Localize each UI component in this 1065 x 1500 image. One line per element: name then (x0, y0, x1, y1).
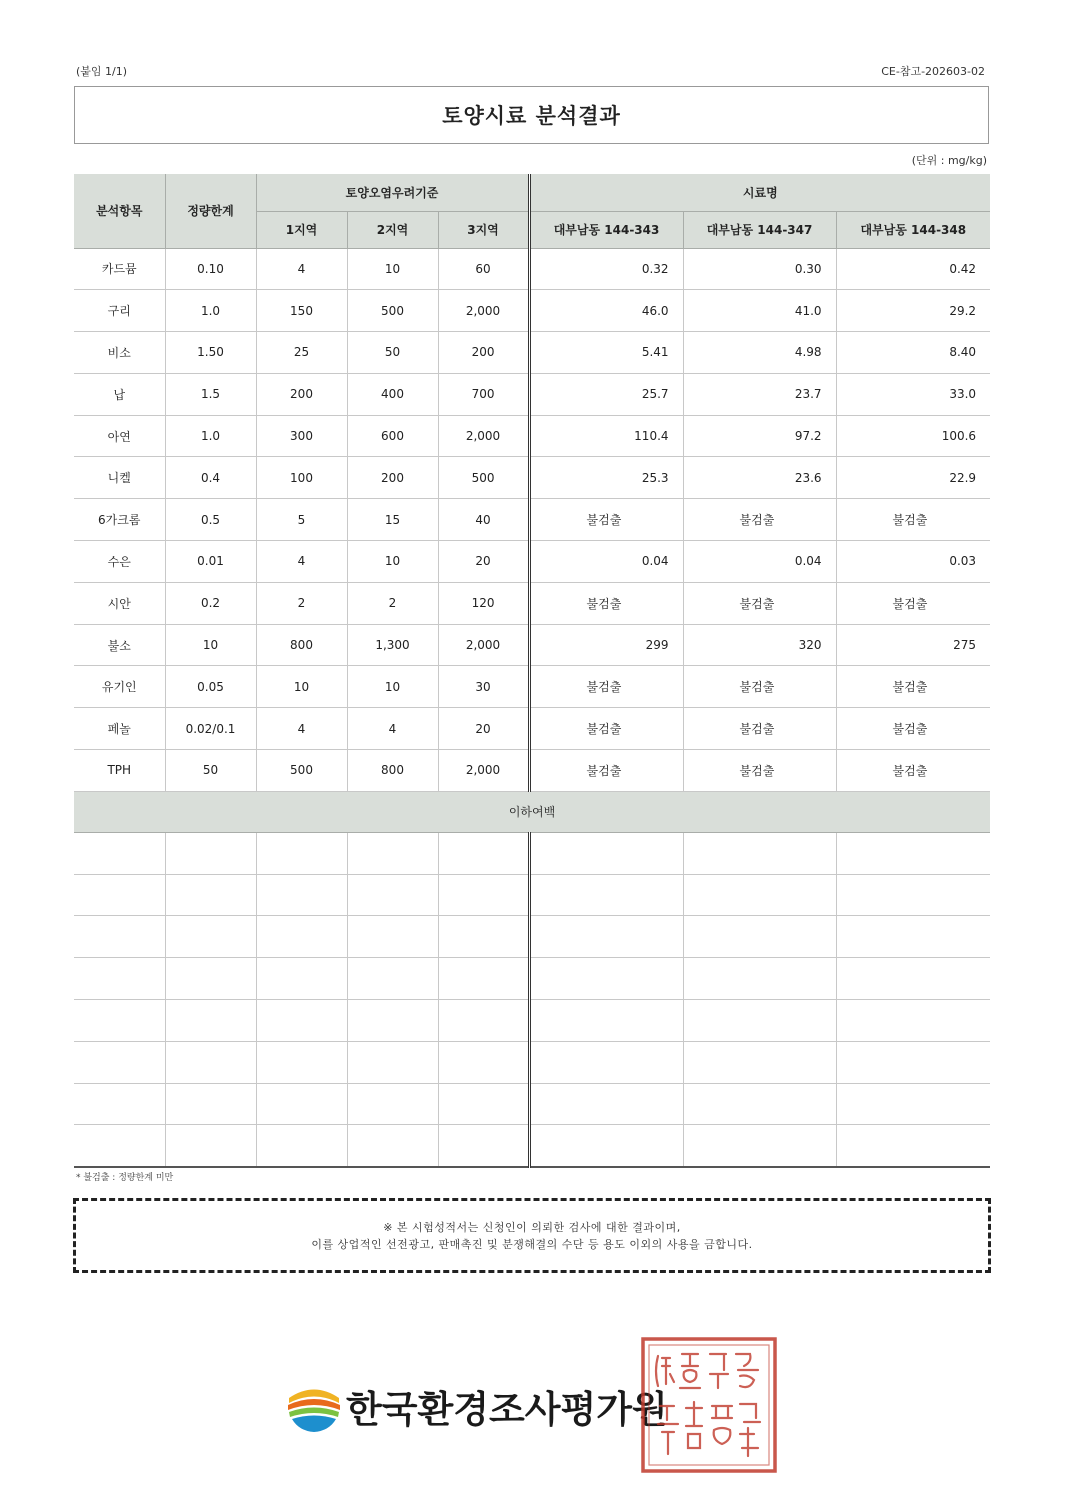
empty-cell (74, 1041, 165, 1083)
header-quant-limit: 정량한계 (165, 174, 256, 248)
header-zone-3: 3지역 (438, 211, 529, 248)
logo-mark-icon (284, 1376, 344, 1436)
cell-analysis-item: 카드뮴 (74, 248, 165, 290)
cell-quant-limit: 1.5 (165, 373, 256, 415)
cell-zone-3: 2,000 (438, 290, 529, 332)
empty-cell (74, 1000, 165, 1042)
results-table (74, 174, 990, 1168)
header-sample-2: 대부남동 144-347 (683, 211, 836, 248)
unit-label: (단위 : mg/kg) (911, 154, 987, 167)
cell-zone-2: 200 (347, 457, 438, 499)
cell-zone-2: 400 (347, 373, 438, 415)
cell-sample-1: 0.32 (529, 248, 683, 290)
cell-zone-1: 4 (256, 248, 347, 290)
cell-quant-limit: 0.10 (165, 248, 256, 290)
empty-cell (165, 916, 256, 958)
empty-cell (529, 1000, 683, 1042)
cell-sample-2: 41.0 (683, 290, 836, 332)
cell-analysis-item: 아연 (74, 415, 165, 457)
document-title: 토양시료 분석결과 (74, 86, 989, 144)
cell-quant-limit: 50 (165, 750, 256, 792)
blank-label: 이하여백 (74, 791, 990, 832)
cell-sample-1: 299 (529, 624, 683, 666)
cell-sample-3: 불검출 (836, 750, 990, 792)
cell-quant-limit: 0.4 (165, 457, 256, 499)
header-zone-1: 1지역 (256, 211, 347, 248)
empty-cell (74, 916, 165, 958)
footnote: * 불검출 : 정량한계 미만 (76, 1173, 174, 1183)
cell-zone-2: 10 (347, 541, 438, 583)
cell-sample-1: 25.7 (529, 373, 683, 415)
empty-row (74, 1083, 990, 1125)
empty-cell (836, 1083, 990, 1125)
cell-sample-2: 97.2 (683, 415, 836, 457)
empty-cell (165, 958, 256, 1000)
cell-zone-1: 800 (256, 624, 347, 666)
cell-analysis-item: 6가크롬 (74, 499, 165, 541)
header-analysis-item: 분석항목 (74, 174, 165, 248)
cell-quant-limit: 1.0 (165, 415, 256, 457)
cell-zone-3: 120 (438, 582, 529, 624)
cell-zone-2: 800 (347, 750, 438, 792)
cell-analysis-item: 불소 (74, 624, 165, 666)
cell-quant-limit: 0.2 (165, 582, 256, 624)
empty-cell (836, 1000, 990, 1042)
cell-sample-2: 불검출 (683, 750, 836, 792)
cell-sample-1: 불검출 (529, 582, 683, 624)
empty-cell (836, 1041, 990, 1083)
cell-zone-1: 100 (256, 457, 347, 499)
cell-zone-2: 10 (347, 248, 438, 290)
empty-cell (438, 916, 529, 958)
table-row (74, 373, 990, 415)
cell-zone-1: 150 (256, 290, 347, 332)
cell-zone-3: 2,000 (438, 750, 529, 792)
cell-zone-1: 25 (256, 332, 347, 374)
empty-row (74, 916, 990, 958)
empty-cell (165, 832, 256, 874)
notice-line-2: 이를 상업적인 선전광고, 판매촉진 및 분쟁해결의 수단 등 용도 이외의 사용을 금합니다. (311, 1237, 753, 1251)
cell-sample-1: 25.3 (529, 457, 683, 499)
cell-sample-2: 불검출 (683, 708, 836, 750)
empty-cell (256, 1083, 347, 1125)
empty-cell (74, 874, 165, 916)
empty-cell (347, 832, 438, 874)
cell-zone-2: 600 (347, 415, 438, 457)
cell-sample-1: 0.04 (529, 541, 683, 583)
empty-cell (836, 874, 990, 916)
cell-quant-limit: 0.01 (165, 541, 256, 583)
empty-cell (438, 1125, 529, 1167)
empty-cell (438, 874, 529, 916)
cell-sample-1: 46.0 (529, 290, 683, 332)
empty-cell (438, 832, 529, 874)
cell-sample-1: 불검출 (529, 708, 683, 750)
cell-zone-2: 4 (347, 708, 438, 750)
cell-sample-3: 275 (836, 624, 990, 666)
cell-zone-2: 2 (347, 582, 438, 624)
cell-zone-3: 20 (438, 541, 529, 583)
cell-sample-3: 100.6 (836, 415, 990, 457)
cell-zone-3: 700 (438, 373, 529, 415)
empty-cell (836, 958, 990, 1000)
cell-sample-2: 23.6 (683, 457, 836, 499)
empty-cell (74, 832, 165, 874)
cell-quant-limit: 1.0 (165, 290, 256, 332)
blank-row (74, 791, 990, 832)
cell-sample-3: 0.03 (836, 541, 990, 583)
empty-cell (256, 874, 347, 916)
organization-logo (284, 1376, 668, 1436)
empty-cell (836, 916, 990, 958)
cell-sample-3: 불검출 (836, 499, 990, 541)
empty-cell (347, 874, 438, 916)
empty-cell (256, 1125, 347, 1167)
empty-row (74, 832, 990, 874)
cell-zone-1: 2 (256, 582, 347, 624)
cell-zone-3: 2,000 (438, 624, 529, 666)
cell-quant-limit: 0.5 (165, 499, 256, 541)
empty-cell (256, 958, 347, 1000)
cell-zone-1: 200 (256, 373, 347, 415)
header-zone-2: 2지역 (347, 211, 438, 248)
table-row (74, 415, 990, 457)
header-sample-3: 대부남동 144-348 (836, 211, 990, 248)
results-table-body (74, 248, 990, 1167)
empty-cell (347, 958, 438, 1000)
organization-name: 한국환경조사평가원 (346, 1388, 668, 1431)
cell-sample-1: 불검출 (529, 666, 683, 708)
cell-sample-1: 불검출 (529, 750, 683, 792)
cell-sample-1: 5.41 (529, 332, 683, 374)
cell-zone-3: 30 (438, 666, 529, 708)
cell-analysis-item: TPH (74, 750, 165, 792)
cell-zone-1: 4 (256, 708, 347, 750)
empty-row (74, 1000, 990, 1042)
empty-cell (347, 1125, 438, 1167)
empty-cell (74, 1083, 165, 1125)
cell-zone-1: 500 (256, 750, 347, 792)
cell-quant-limit: 1.50 (165, 332, 256, 374)
empty-cell (347, 1000, 438, 1042)
cell-analysis-item: 수은 (74, 541, 165, 583)
empty-cell (438, 1041, 529, 1083)
empty-cell (347, 916, 438, 958)
empty-cell (438, 1000, 529, 1042)
cell-zone-3: 2,000 (438, 415, 529, 457)
cell-analysis-item: 유기인 (74, 666, 165, 708)
empty-cell (683, 832, 836, 874)
cell-zone-3: 200 (438, 332, 529, 374)
empty-cell (165, 1125, 256, 1167)
cell-analysis-item: 니켈 (74, 457, 165, 499)
empty-cell (256, 1000, 347, 1042)
cell-sample-3: 29.2 (836, 290, 990, 332)
empty-cell (529, 916, 683, 958)
empty-cell (683, 1083, 836, 1125)
cell-zone-3: 500 (438, 457, 529, 499)
table-row (74, 290, 990, 332)
cell-sample-3: 33.0 (836, 373, 990, 415)
cell-sample-2: 불검출 (683, 499, 836, 541)
table-row (74, 541, 990, 583)
cell-quant-limit: 0.02/0.1 (165, 708, 256, 750)
cell-sample-2: 0.04 (683, 541, 836, 583)
cell-zone-1: 5 (256, 499, 347, 541)
empty-cell (165, 874, 256, 916)
cell-analysis-item: 시안 (74, 582, 165, 624)
empty-cell (683, 1041, 836, 1083)
cell-sample-2: 불검출 (683, 582, 836, 624)
empty-cell (438, 1083, 529, 1125)
table-row (74, 499, 990, 541)
cell-zone-2: 10 (347, 666, 438, 708)
table-row (74, 708, 990, 750)
empty-cell (529, 874, 683, 916)
empty-cell (347, 1083, 438, 1125)
empty-cell (683, 916, 836, 958)
empty-cell (683, 1000, 836, 1042)
table-row (74, 332, 990, 374)
empty-cell (165, 1083, 256, 1125)
cell-zone-3: 20 (438, 708, 529, 750)
cell-analysis-item: 비소 (74, 332, 165, 374)
empty-cell (529, 1041, 683, 1083)
empty-row (74, 1041, 990, 1083)
notice-box (73, 1198, 991, 1273)
table-row (74, 624, 990, 666)
cell-analysis-item: 구리 (74, 290, 165, 332)
empty-cell (683, 958, 836, 1000)
cell-analysis-item: 납 (74, 373, 165, 415)
cell-zone-3: 40 (438, 499, 529, 541)
cell-zone-2: 500 (347, 290, 438, 332)
cell-zone-2: 50 (347, 332, 438, 374)
cell-sample-2: 320 (683, 624, 836, 666)
notice-line-1: ※ 본 시험성적서는 신청인이 의뢰한 검사에 대한 결과이며, (383, 1220, 681, 1234)
cell-zone-1: 4 (256, 541, 347, 583)
empty-cell (347, 1041, 438, 1083)
empty-cell (165, 1041, 256, 1083)
cell-quant-limit: 10 (165, 624, 256, 666)
table-row (74, 582, 990, 624)
header-sample-1: 대부남동 144-343 (529, 211, 683, 248)
cell-sample-3: 불검출 (836, 582, 990, 624)
table-row (74, 666, 990, 708)
empty-cell (165, 1000, 256, 1042)
cell-zone-2: 15 (347, 499, 438, 541)
empty-row (74, 1125, 990, 1167)
empty-cell (74, 958, 165, 1000)
cell-sample-3: 불검출 (836, 708, 990, 750)
table-row (74, 750, 990, 792)
cell-sample-3: 8.40 (836, 332, 990, 374)
document-code: CE-참고-202603-02 (881, 65, 985, 78)
cell-zone-2: 1,300 (347, 624, 438, 666)
empty-cell (438, 958, 529, 1000)
cell-sample-2: 23.7 (683, 373, 836, 415)
empty-cell (529, 832, 683, 874)
header-sample-group: 시료명 (529, 174, 990, 211)
cell-zone-3: 60 (438, 248, 529, 290)
empty-cell (256, 1041, 347, 1083)
attachment-label: (붙임 1/1) (76, 65, 128, 78)
cell-sample-2: 4.98 (683, 332, 836, 374)
empty-cell (529, 1083, 683, 1125)
empty-row (74, 874, 990, 916)
table-row (74, 457, 990, 499)
cell-sample-2: 0.30 (683, 248, 836, 290)
cell-analysis-item: 페놀 (74, 708, 165, 750)
empty-row (74, 958, 990, 1000)
cell-quant-limit: 0.05 (165, 666, 256, 708)
empty-cell (256, 832, 347, 874)
cell-sample-2: 불검출 (683, 666, 836, 708)
cell-zone-1: 10 (256, 666, 347, 708)
empty-cell (836, 832, 990, 874)
empty-cell (683, 874, 836, 916)
empty-cell (529, 958, 683, 1000)
cell-sample-1: 110.4 (529, 415, 683, 457)
cell-sample-3: 0.42 (836, 248, 990, 290)
empty-cell (683, 1125, 836, 1167)
empty-cell (529, 1125, 683, 1167)
header-standard-group: 토양오염우려기준 (256, 174, 529, 211)
cell-sample-3: 불검출 (836, 666, 990, 708)
cell-sample-1: 불검출 (529, 499, 683, 541)
table-row (74, 248, 990, 290)
empty-cell (836, 1125, 990, 1167)
cell-sample-3: 22.9 (836, 457, 990, 499)
official-seal (640, 1336, 778, 1474)
cell-zone-1: 300 (256, 415, 347, 457)
empty-cell (74, 1125, 165, 1167)
empty-cell (256, 916, 347, 958)
